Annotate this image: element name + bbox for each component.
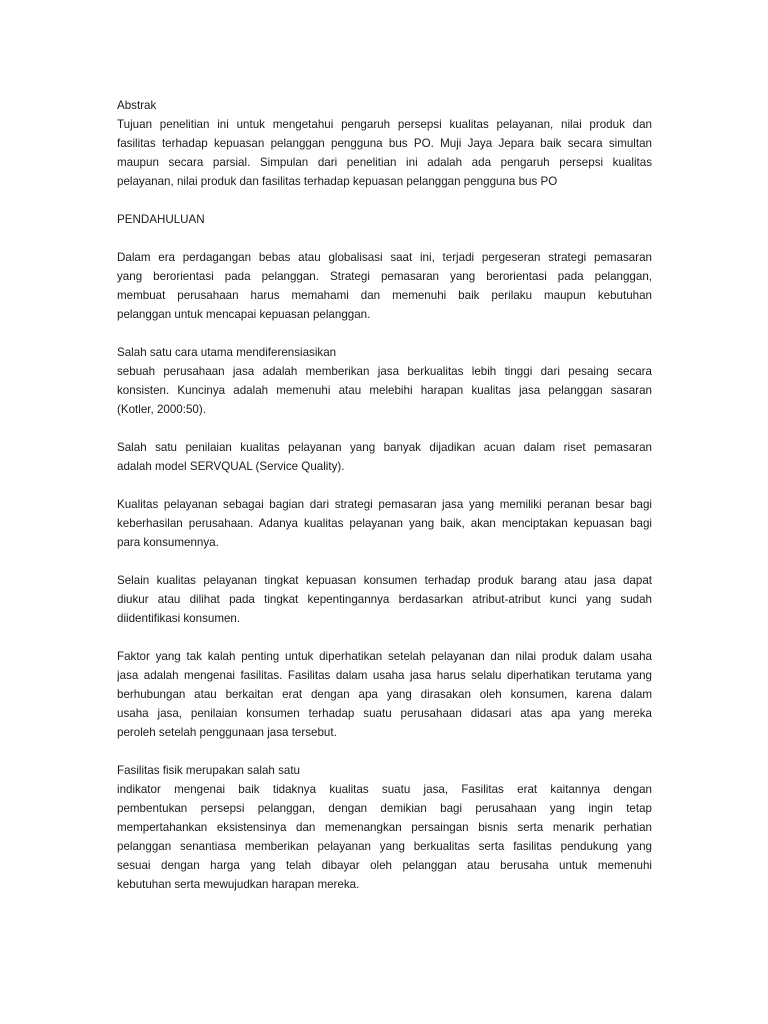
abstract-line: pelayanan, nilai produk dan fasilitas terhadap kepuasan pelanggan pengguna bus PO	[117, 175, 558, 188]
intro-heading-block	[117, 210, 652, 229]
paragraph-line: yang berorientasi pada pelanggan. Strategi pemasaran yang berorientasi pada pelanggan,	[117, 270, 652, 283]
abstract-line: fasilitas terhadap kepuasan pelanggan pengguna bus PO. Muji Jaya Jepara baik secara simultan	[117, 137, 652, 150]
paragraph-1	[117, 248, 652, 324]
paragraph-line: berhubungan atau berkaitan erat dengan apa yang dirasakan oleh konsumen, karena dalam	[117, 688, 652, 701]
paragraph-line: Faktor yang tak kalah penting untuk diperhatikan setelah pelayanan dan nilai produk dalam usaha	[117, 650, 652, 663]
paragraph-line: peroleh setelah penggunaan jasa tersebut.	[117, 726, 337, 739]
paragraph-line: Kualitas pelayanan sebagai bagian dari strategi pemasaran jasa yang memiliki peranan besar bagi	[117, 498, 652, 511]
paragraph-3	[117, 438, 652, 476]
paragraph-lead: Salah satu cara utama mendiferensiasikan	[117, 346, 337, 359]
abstract-line: Tujuan penelitian ini untuk mengetahui pengaruh persepsi kualitas pelayanan, nilai produk dan	[117, 118, 652, 131]
paragraph-line: Dalam era perdagangan bebas atau globalisasi saat ini, terjadi pergeseran strategi pemasaran	[117, 251, 652, 264]
paragraph-line: kebutuhan serta mewujudkan harapan mereka.	[117, 878, 360, 891]
abstract-section	[117, 96, 652, 191]
section-heading: PENDAHULUAN	[117, 213, 205, 226]
paragraph-2	[117, 343, 652, 419]
paragraph-line: Selain kualitas pelayanan tingkat kepuasan konsumen terhadap produk barang atau jasa dapat	[117, 574, 652, 587]
paragraph-line: diukur atau dilihat pada tingkat kepentingannya berdasarkan atribut-atribut kunci yang sudah	[117, 593, 652, 606]
paragraph-6	[117, 647, 652, 742]
paragraph-line: (Kotler, 2000:50).	[117, 403, 206, 416]
document-page	[117, 96, 652, 913]
abstract-line: maupun secara parsial. Simpulan dari penelitian ini adalah ada pengaruh persepsi kualitas	[117, 156, 652, 169]
paragraph-line: pelanggan untuk mencapai kepuasan pelanggan.	[117, 308, 371, 321]
paragraph-line: Salah satu penilaian kualitas pelayanan yang banyak dijadikan acuan dalam riset pemasaran	[117, 441, 652, 454]
paragraph-line: membuat perusahaan harus memahami dan memenuhi baik perilaku maupun kebutuhan	[117, 289, 652, 302]
paragraph-line: mempertahankan eksistensinya dan memenangkan persaingan bisnis serta menarik perhatian	[117, 821, 652, 834]
paragraph-line: konsisten. Kuncinya adalah memenuhi atau melebihi harapan kualitas jasa pelanggan sasaran	[117, 384, 652, 397]
paragraph-line: para konsumennya.	[117, 536, 219, 549]
paragraph-line: pelanggan senantiasa memberikan pelayanan yang berkualitas serta fasilitas pendukung yang	[117, 840, 652, 853]
paragraph-4	[117, 495, 652, 552]
paragraph-line: keberhasilan perusahaan. Adanya kualitas pelayanan yang baik, akan menciptakan kepuasan bagi	[117, 517, 652, 530]
paragraph-line: adalah model SERVQUAL (Service Quality).	[117, 460, 345, 473]
paragraph-line: sesuai dengan harga yang telah dibayar oleh pelanggan atau berusaha untuk memenuhi	[117, 859, 652, 872]
paragraph-line: indikator mengenai baik tidaknya kualitas suatu jasa, Fasilitas erat kaitannya dengan	[117, 783, 652, 796]
paragraph-7	[117, 761, 652, 894]
paragraph-line: sebuah perusahaan jasa adalah memberikan jasa berkualitas lebih tinggi dari pesaing secara	[117, 365, 652, 378]
paragraph-line: jasa adalah mengenai fasilitas. Fasilitas dalam usaha jasa harus selalu diperhatikan terutama yang	[117, 669, 652, 682]
paragraph-5	[117, 571, 652, 628]
abstract-heading: Abstrak	[117, 99, 157, 112]
paragraph-line: pembentukan persepsi pelanggan, dengan demikian bagi perusahaan yang ingin tetap	[117, 802, 652, 815]
paragraph-line: diidentifikasi konsumen.	[117, 612, 241, 625]
paragraph-line: usaha jasa, penilaian konsumen terhadap suatu perusahaan didasari atas apa yang mereka	[117, 707, 652, 720]
paragraph-lead: Fasilitas fisik merupakan salah satu	[117, 764, 301, 777]
